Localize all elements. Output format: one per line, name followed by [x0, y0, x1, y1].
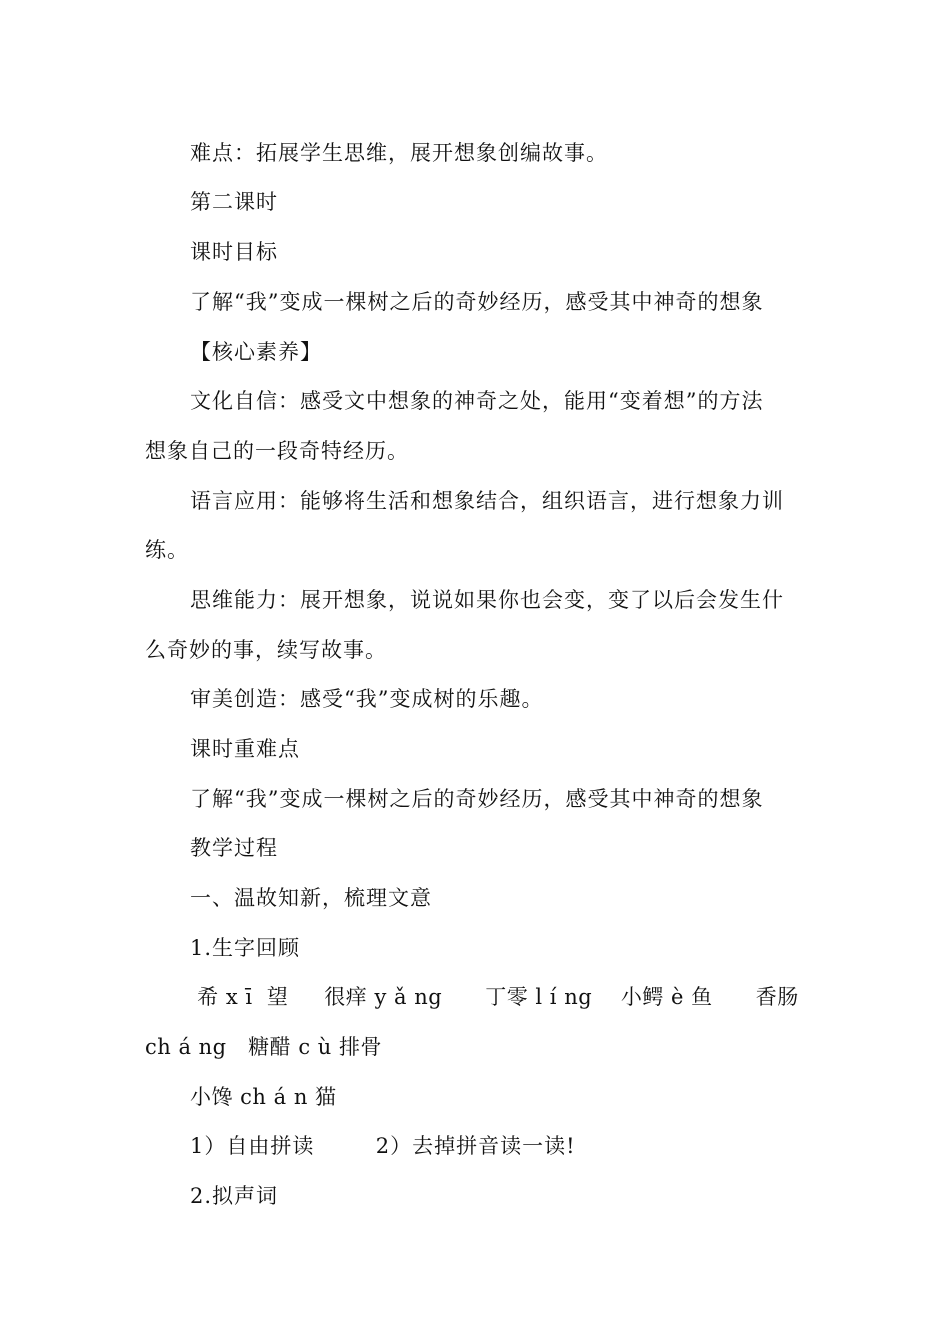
text-line: 第二课时: [190, 190, 278, 214]
text-line: 练。: [145, 538, 189, 562]
text-line: 语言应用：能够将生活和想象结合，组织语言，进行想象力训: [190, 489, 784, 513]
text-line: 课时重难点: [190, 737, 300, 761]
text-line: 【核心素养】: [190, 340, 322, 364]
pinyin-line: ch á ng 糖醋 c ù 排骨: [145, 1035, 382, 1059]
text-line: 难点：拓展学生思维，展开想象创编故事。: [190, 141, 608, 165]
pinyin-line: 希 x ī 望 很痒 y ǎ ng 丁零 l í ng 小鳄 è 鱼 香肠: [190, 985, 799, 1009]
text-line: 1）自由拼读 2）去掉拼音读一读!: [190, 1134, 576, 1158]
pinyin-line: 小馋 ch á n 猫: [190, 1085, 337, 1109]
text-line: 么奇妙的事，续写故事。: [145, 638, 387, 662]
text-line: 文化自信：感受文中想象的神奇之处，能用“变着想”的方法: [190, 389, 764, 413]
text-line: 一、温故知新，梳理文意: [190, 886, 432, 910]
text-line: 思维能力：展开想象，说说如果你也会变，变了以后会发生什: [190, 588, 784, 612]
text-line: 了解“我”变成一棵树之后的奇妙经历，感受其中神奇的想象: [190, 787, 764, 811]
text-line: 1.生字回顾: [190, 936, 301, 960]
text-line: 2.拟声词: [190, 1184, 279, 1208]
text-line: 审美创造：感受“我”变成树的乐趣。: [190, 687, 544, 711]
text-line: 课时目标: [190, 240, 278, 264]
text-line: 了解“我”变成一棵树之后的奇妙经历，感受其中神奇的想象: [190, 290, 764, 314]
text-line: 教学过程: [190, 836, 278, 860]
text-line: 想象自己的一段奇特经历。: [145, 439, 409, 463]
